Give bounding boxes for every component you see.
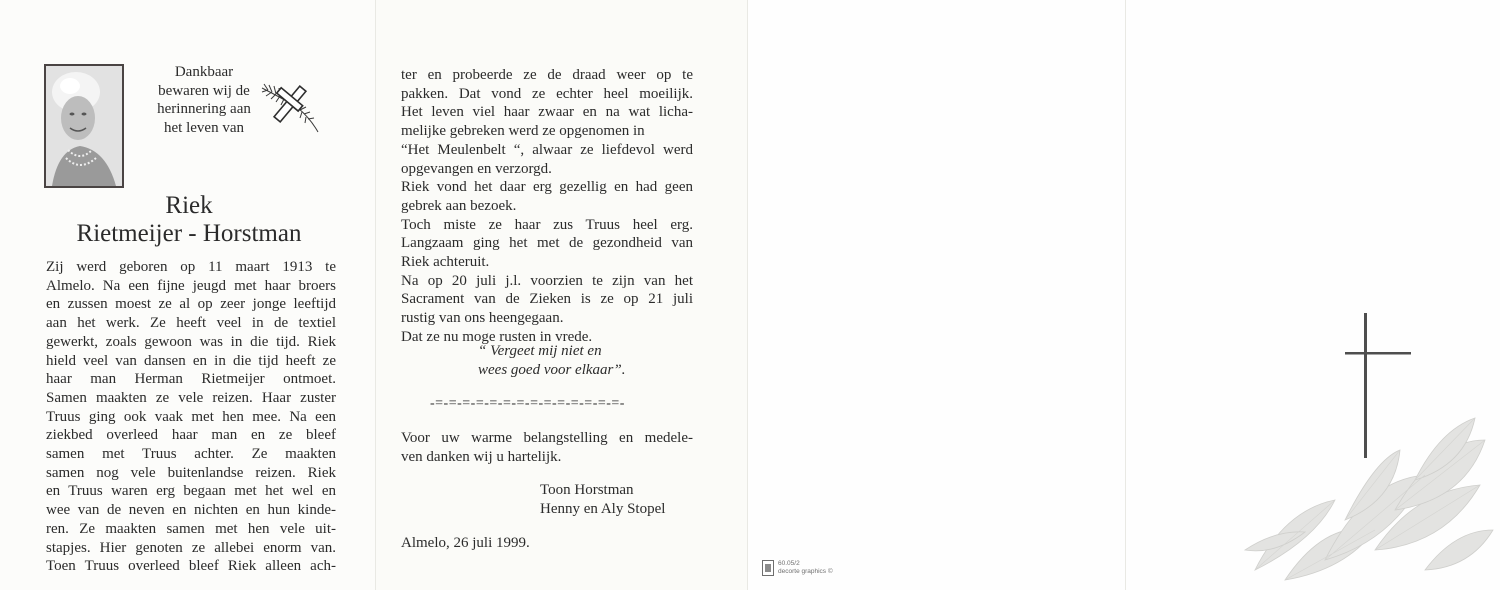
printer-imprint: [762, 557, 833, 579]
fold-line: [747, 0, 748, 590]
biography-line: Het leven viel haar zwaar en na wat licha-: [401, 104, 693, 121]
biography-line: haar man Herman Rietmeijer ontmoet.: [46, 371, 336, 388]
dedication-line: bewaren wij de: [158, 82, 250, 99]
fold-line: [375, 0, 376, 590]
quote-line: wees goed voor elkaar”.: [478, 362, 626, 378]
biography-line: samen nog vele buitenlandse reizen. Riek: [46, 464, 336, 481]
deceased-full-name: Rietmeijer - Horstman: [76, 220, 302, 247]
biography-line: Truus ging ook vaak met hen mee. Na een: [46, 408, 336, 425]
cross-with-leaves-illustration: [1225, 300, 1500, 590]
biography-line: rustig van ons heengegaan.: [401, 310, 564, 327]
biography-line: pakken. Dat vond ze echter heel moeilijk.: [401, 85, 693, 102]
thanks-line: Voor uw warme belangstelling en medele-: [401, 430, 693, 446]
printer-text: [778, 560, 833, 576]
biography-line: opgevangen en verzorgd.: [401, 160, 552, 177]
place-date: Almelo, 26 juli 1999.: [401, 535, 530, 551]
biography-line: hield veel van dansen en in die tijd heeft ze: [46, 352, 336, 369]
divider: -=-=-=-=-=-=-=-=-=-=-=-=-=-=-: [430, 396, 625, 411]
back-panel: [747, 0, 1125, 590]
fold-line: [1125, 0, 1126, 590]
biography-line: Samen maakten ze vele reizen. Haar zuster: [46, 389, 336, 406]
dedication-line: herinnering aan: [157, 101, 251, 117]
biography-line: Sacrament van de Zieken is ze op 21 juli: [401, 291, 693, 308]
deceased-first-name: Riek: [165, 192, 213, 219]
biography-line: Riek vond het daar erg gezellig en had geen: [401, 179, 693, 196]
biography-line: wee van de neven en nichten en hun kinde-: [46, 502, 336, 519]
dedication-line: Dankbaar: [174, 64, 234, 80]
biography-line: melijke gebreken werd ze opgenomen in: [401, 123, 645, 140]
thanks-line: ven danken wij u hartelijk.: [401, 448, 562, 465]
biography: [46, 258, 336, 576]
biography-line: ter en probeerde ze de draad weer op te: [401, 67, 693, 83]
cross-with-palm-branch-icon: [258, 78, 324, 134]
portrait-photo: [44, 64, 124, 188]
biography-line: ren. Ze maakten samen met hen vele uit-: [46, 520, 336, 537]
biography-line: en zussen moest ze al op zeer jonge leeftijd: [46, 296, 336, 313]
biography-line: “Het Meulenbelt “, alwaar ze liefdevol werd: [401, 141, 693, 158]
memorial-quote: [478, 342, 678, 380]
biography-line: ziekbed overleed haar man en ze bleef: [46, 427, 336, 444]
quote-line: “ Vergeet mij niet en: [478, 343, 602, 359]
thanks-message: [401, 429, 693, 466]
biography-line: Riek achteruit.: [401, 254, 490, 271]
signer: Henny en Aly Stopel: [540, 501, 666, 517]
biography-line: stapjes. Hier genoten ze allebei enorm van.: [46, 539, 336, 556]
printer-name: decorte graphics ©: [778, 568, 833, 575]
printer-code: 60.05/2: [778, 560, 800, 567]
biography-line: Langzaam ging het met de gezondheid van: [401, 235, 693, 252]
dedication: [138, 63, 270, 137]
biography-line: Toch miste ze haar zus Truus heel erg.: [401, 216, 693, 233]
biography-line: Toen Truus overleed bleef Riek alleen ach-: [46, 558, 336, 575]
biography-line: Zij werd geboren op 11 maart 1913 te: [46, 259, 336, 275]
biography-line: en Truus waren erg begaan met het wel en: [46, 483, 336, 500]
biography-line: gewerkt, zoals gewoon was in die tijd. Riek: [46, 333, 336, 350]
dedication-line: het leven van: [164, 119, 244, 136]
biography-line: Almelo. Na een fijne jeugd met haar broers: [46, 277, 336, 294]
biography-line: Dat ze nu moge rusten in vrede.: [401, 328, 593, 345]
signers: [540, 481, 665, 519]
biography-line: gebrek aan bezoek.: [401, 197, 517, 214]
biography-line: aan het werk. Ze heeft veel in de textiel: [46, 315, 336, 332]
biography-continued: [401, 66, 693, 347]
signer: Toon Horstman: [540, 482, 634, 498]
biography-line: samen met Truus achter. Ze maakten: [46, 446, 336, 463]
biography-line: Na op 20 juli j.l. voorzien te zijn van het: [401, 272, 693, 289]
printer-logo-icon: [762, 560, 774, 576]
portrait-photo-image: [46, 66, 122, 186]
